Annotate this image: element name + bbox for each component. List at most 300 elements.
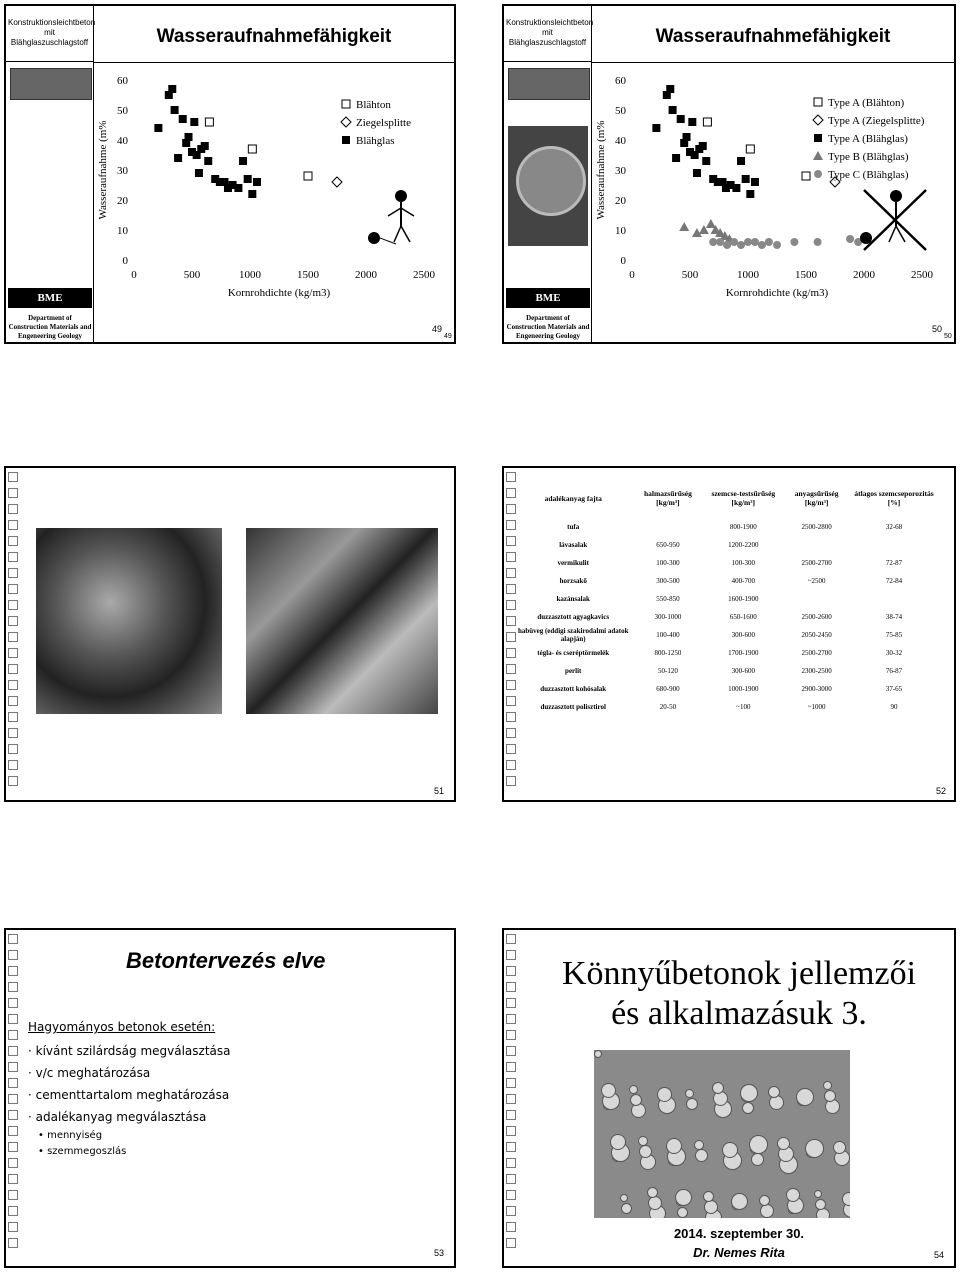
pore-bubble bbox=[638, 1136, 648, 1146]
data-point bbox=[171, 106, 179, 114]
table-cell: 2500-2700 bbox=[801, 559, 832, 567]
data-point bbox=[846, 235, 854, 243]
sem-image-left bbox=[36, 528, 222, 714]
checkbox-marker bbox=[506, 982, 516, 992]
table-cell: 2500-2700 bbox=[801, 649, 832, 657]
checkbox-marker bbox=[8, 776, 18, 786]
department-text: Department of Construction Materials and Engeneering Geology bbox=[506, 314, 590, 340]
title-line-1: Könnyűbetonok jellemzői bbox=[561, 955, 917, 992]
table-cell: kazánsalak bbox=[556, 595, 590, 603]
pore-bubble bbox=[833, 1141, 846, 1154]
bullet-text: cementtartalom meghatározása bbox=[35, 1088, 230, 1102]
y-tick-label: 10 bbox=[117, 225, 128, 237]
table-cell: 38-74 bbox=[885, 613, 903, 621]
checkbox-marker bbox=[506, 1142, 516, 1152]
table-cell: 2500-2800 bbox=[801, 523, 832, 531]
table-row bbox=[514, 590, 938, 608]
slide-54 bbox=[502, 928, 956, 1268]
checkbox-marker bbox=[8, 1238, 18, 1248]
data-point bbox=[744, 238, 752, 246]
data-point bbox=[723, 241, 731, 249]
checkbox-marker bbox=[506, 1126, 516, 1136]
checkbox-marker bbox=[8, 1110, 18, 1120]
data-point bbox=[201, 142, 209, 150]
legend-label: Ziegelsplitte bbox=[356, 117, 411, 129]
slide-subtitle: Hagyományos betonok esetén: bbox=[28, 1020, 216, 1034]
table-row bbox=[514, 518, 938, 536]
table-cell: 650-950 bbox=[656, 541, 680, 549]
page-number: 54 bbox=[934, 1250, 945, 1260]
table-cell: tégla- és cseréptörmelék bbox=[537, 649, 610, 657]
data-point bbox=[669, 106, 677, 114]
checkbox-marker bbox=[506, 1238, 516, 1248]
checkbox-marker bbox=[8, 966, 18, 976]
crossed-figure-icon bbox=[856, 186, 932, 256]
checkbox-marker bbox=[8, 568, 18, 578]
pore-bubble bbox=[647, 1187, 658, 1198]
checkbox-marker bbox=[8, 1078, 18, 1088]
checkbox-marker bbox=[8, 632, 18, 642]
pore-bubble bbox=[695, 1149, 708, 1162]
checkbox-marker bbox=[8, 696, 18, 706]
table-cell: 800-1250 bbox=[654, 649, 682, 657]
pore-bubble bbox=[621, 1203, 632, 1214]
pore-bubble bbox=[666, 1138, 682, 1154]
checkbox-marker bbox=[8, 1094, 18, 1104]
data-point bbox=[248, 145, 256, 153]
x-tick-label: 500 bbox=[681, 269, 699, 281]
page-number: 53 bbox=[434, 1248, 445, 1258]
data-point bbox=[195, 169, 203, 177]
y-tick-label: 0 bbox=[122, 255, 128, 267]
checkbox-marker bbox=[8, 536, 18, 546]
data-point bbox=[666, 85, 674, 93]
aggregate-table bbox=[514, 478, 938, 716]
pore-bubble bbox=[648, 1196, 662, 1210]
table-cell: 75-85 bbox=[885, 631, 903, 639]
x-tick-label: 1500 bbox=[795, 269, 817, 281]
data-point bbox=[677, 115, 685, 123]
legend-label: Type C (Blähglas) bbox=[828, 169, 909, 181]
data-point bbox=[802, 172, 810, 180]
data-point bbox=[683, 133, 691, 141]
checkbox-marker bbox=[8, 1142, 18, 1152]
checkbox-marker bbox=[8, 760, 18, 770]
pore-bubble bbox=[685, 1089, 694, 1098]
pore-bubble bbox=[722, 1142, 738, 1158]
pore-bubble bbox=[639, 1145, 652, 1158]
page-number: 50 bbox=[944, 333, 952, 340]
table-cell: 100-300 bbox=[656, 559, 680, 567]
x-tick-label: 1000 bbox=[737, 269, 759, 281]
foam-concrete-photo bbox=[594, 1050, 850, 1218]
table-cell: 37-65 bbox=[885, 685, 903, 693]
bme-logo: BME bbox=[506, 288, 590, 308]
data-point bbox=[234, 184, 242, 192]
data-point bbox=[248, 190, 256, 198]
table-cell: 72-84 bbox=[885, 577, 903, 585]
data-point bbox=[205, 118, 213, 126]
legend-label: Blähglas bbox=[356, 135, 395, 147]
table-cell: 100-400 bbox=[656, 631, 680, 639]
pore-bubble bbox=[657, 1087, 672, 1102]
table-cell: 650-1600 bbox=[729, 613, 757, 621]
legend-label: Type A (Blähton) bbox=[828, 97, 905, 109]
pore-bubble bbox=[814, 1190, 822, 1198]
y-tick-label: 30 bbox=[117, 165, 128, 177]
table-row bbox=[514, 608, 938, 626]
table-cell: ~1000 bbox=[807, 703, 826, 711]
table-cell: 300-600 bbox=[731, 667, 755, 675]
slide-header-text: Konstruktionsleichtbeton mit Blähglaszuschlagstoff bbox=[6, 6, 93, 62]
pore-bubble bbox=[740, 1084, 758, 1102]
data-point bbox=[699, 142, 707, 150]
presentation-date: 2014. szeptember 30. bbox=[673, 1226, 805, 1241]
data-point bbox=[679, 222, 689, 231]
pore-bubble bbox=[677, 1207, 688, 1218]
data-point bbox=[702, 157, 710, 165]
y-tick-label: 0 bbox=[620, 255, 626, 267]
cartoon-figure-icon bbox=[366, 186, 436, 256]
title-line-2: és alkalmazásuk 3. bbox=[611, 995, 867, 1032]
data-point bbox=[190, 118, 198, 126]
bullet-text: adalékanyag megválasztása bbox=[35, 1110, 207, 1124]
table-cell: tufa bbox=[567, 523, 580, 531]
slide-sidebar bbox=[6, 6, 94, 342]
table-cell: 76-87 bbox=[885, 667, 903, 675]
pore-bubble bbox=[824, 1090, 836, 1102]
x-tick-label: 1000 bbox=[239, 269, 261, 281]
legend-marker bbox=[342, 100, 350, 108]
checkbox-marker bbox=[506, 728, 516, 738]
page-number-top: 50 bbox=[932, 324, 943, 334]
checkbox-marker bbox=[8, 488, 18, 498]
table-cell: 90 bbox=[890, 703, 898, 711]
x-tick-label: 2500 bbox=[911, 269, 933, 281]
legend-marker bbox=[342, 136, 350, 144]
data-point bbox=[814, 238, 822, 246]
table-row bbox=[514, 536, 938, 554]
data-point bbox=[244, 175, 252, 183]
table-cell: perlit bbox=[565, 667, 582, 675]
table-header-cell: halmazsűrűség [kg/m³] bbox=[643, 489, 692, 507]
table-cell: habüveg (eddigi szakirodalmi adatok alapján) bbox=[517, 627, 629, 643]
checkbox-marker bbox=[8, 728, 18, 738]
pore-bubble bbox=[675, 1189, 692, 1206]
bme-logo: BME bbox=[8, 288, 92, 308]
y-tick-label: 10 bbox=[615, 225, 626, 237]
checkbox-marker bbox=[506, 1158, 516, 1168]
data-point bbox=[742, 175, 750, 183]
table-cell: 550-850 bbox=[656, 595, 680, 603]
page-number: 49 bbox=[444, 333, 452, 340]
y-tick-label: 50 bbox=[615, 105, 626, 117]
checkbox-marker bbox=[8, 1206, 18, 1216]
author-name: Dr. Nemes Rita bbox=[693, 1245, 785, 1260]
data-point bbox=[239, 157, 247, 165]
table-cell: 2900-3000 bbox=[801, 685, 832, 693]
table-cell: 1700-1900 bbox=[728, 649, 759, 657]
table-cell: 400-700 bbox=[731, 577, 755, 585]
table-cell: 2500-2600 bbox=[801, 613, 832, 621]
pore-bubble bbox=[786, 1188, 800, 1202]
table-cell: 20-50 bbox=[659, 703, 677, 711]
data-point bbox=[204, 157, 212, 165]
slide-51 bbox=[4, 466, 456, 802]
concrete-sample-photo bbox=[508, 126, 588, 246]
table-cell: 50-120 bbox=[657, 667, 678, 675]
sem-image-right bbox=[246, 528, 438, 714]
table-row bbox=[514, 626, 938, 644]
checkbox-marker bbox=[506, 1190, 516, 1200]
slide-title: Wasseraufnahmefähigkeit bbox=[156, 26, 392, 47]
data-point bbox=[688, 118, 696, 126]
table-cell bbox=[850, 590, 938, 608]
checkbox-marker bbox=[8, 950, 18, 960]
x-tick-label: 500 bbox=[183, 269, 201, 281]
data-point bbox=[185, 133, 193, 141]
table-cell: 72-87 bbox=[885, 559, 903, 567]
checkbox-marker bbox=[8, 648, 18, 658]
pore-bubble bbox=[742, 1102, 754, 1114]
pore-bubble bbox=[777, 1137, 790, 1150]
checkbox-marker bbox=[8, 616, 18, 626]
data-point bbox=[168, 85, 176, 93]
bullet-item: · adalékanyag megválasztása bbox=[28, 1110, 207, 1124]
y-tick-label: 40 bbox=[117, 135, 128, 147]
data-point bbox=[672, 154, 680, 162]
table-header-cell: szemcse-testsűrűség [kg/m³] bbox=[711, 489, 776, 507]
data-point bbox=[703, 118, 711, 126]
pore-bubble bbox=[694, 1140, 704, 1150]
pore-bubble bbox=[594, 1050, 602, 1058]
pore-bubble bbox=[703, 1191, 714, 1202]
table-row bbox=[514, 572, 938, 590]
data-point bbox=[693, 169, 701, 177]
checkbox-marker bbox=[506, 760, 516, 770]
checkbox-marker bbox=[506, 1062, 516, 1072]
slide-header-text: Konstruktionsleichtbeton mit Blähglaszuschlagstoff bbox=[504, 6, 591, 62]
data-point bbox=[751, 238, 759, 246]
pore-bubble bbox=[751, 1153, 764, 1166]
table-cell: ~2500 bbox=[807, 577, 826, 585]
legend-marker bbox=[341, 117, 351, 127]
data-point bbox=[758, 241, 766, 249]
sub-bullet-item: • szemmegoszlás bbox=[38, 1146, 127, 1157]
checkbox-marker bbox=[8, 520, 18, 530]
pore-bubble bbox=[629, 1085, 638, 1094]
pore-bubble bbox=[620, 1194, 628, 1202]
data-point bbox=[706, 219, 716, 228]
y-tick-label: 40 bbox=[615, 135, 626, 147]
data-point bbox=[332, 177, 342, 187]
checkbox-marker bbox=[506, 1046, 516, 1056]
pore-bubble bbox=[796, 1088, 814, 1106]
table-cell: lávasalak bbox=[559, 541, 588, 549]
data-point bbox=[765, 238, 773, 246]
table-cell: 300-500 bbox=[656, 577, 680, 585]
legend-label: Type A (Blähglas) bbox=[828, 133, 908, 145]
pore-bubble bbox=[610, 1134, 626, 1150]
slide-50 bbox=[502, 4, 956, 344]
checkbox-marker bbox=[8, 1046, 18, 1056]
checkbox-marker bbox=[506, 1110, 516, 1120]
checkbox-marker bbox=[8, 1190, 18, 1200]
checkbox-marker bbox=[8, 1174, 18, 1184]
checkbox-marker bbox=[8, 1030, 18, 1040]
table-row bbox=[514, 644, 938, 662]
checkbox-marker bbox=[8, 472, 18, 482]
legend-marker bbox=[814, 98, 822, 106]
table-row bbox=[514, 698, 938, 716]
checkbox-marker bbox=[8, 1158, 18, 1168]
y-tick-label: 50 bbox=[117, 105, 128, 117]
legend-marker bbox=[813, 151, 823, 160]
pore-bubble bbox=[842, 1192, 850, 1206]
checkbox-marker bbox=[506, 1174, 516, 1184]
table-cell: 100-300 bbox=[731, 559, 755, 567]
checkbox-marker bbox=[506, 998, 516, 1008]
checkbox-marker bbox=[506, 966, 516, 976]
slide-52 bbox=[502, 466, 956, 802]
product-photo bbox=[508, 68, 590, 100]
pore-bubble bbox=[805, 1139, 824, 1158]
pore-bubble bbox=[760, 1204, 774, 1218]
legend-marker bbox=[814, 170, 822, 178]
page-number-top: 49 bbox=[432, 324, 443, 334]
table-cell: 1000-1900 bbox=[728, 685, 759, 693]
checkbox-marker bbox=[506, 934, 516, 944]
checkbox-marker bbox=[506, 744, 516, 754]
legend-label: Type B (Blähglas) bbox=[828, 151, 909, 163]
table-cell: 680-900 bbox=[656, 685, 680, 693]
pore-bubble bbox=[630, 1094, 642, 1106]
x-tick-label: 0 bbox=[131, 269, 137, 281]
table-cell: 800-1900 bbox=[729, 523, 757, 531]
data-point bbox=[154, 124, 162, 132]
y-tick-label: 20 bbox=[117, 195, 128, 207]
y-axis-label: Wasseraufnahme (m% bbox=[97, 120, 109, 220]
data-point bbox=[709, 238, 717, 246]
slide-title: Wasseraufnahmefähigkeit bbox=[655, 26, 891, 47]
checkbox-marker bbox=[8, 680, 18, 690]
checkbox-marker bbox=[506, 950, 516, 960]
bullet-text: kívánt szilárdság megválasztása bbox=[35, 1044, 231, 1058]
data-point bbox=[746, 190, 754, 198]
checkbox-marker bbox=[506, 1094, 516, 1104]
checkbox-marker bbox=[8, 600, 18, 610]
checkbox-marker bbox=[8, 998, 18, 1008]
table-cell: duzzasztott agyagkavics bbox=[537, 613, 610, 621]
checkbox-marker bbox=[8, 1062, 18, 1072]
x-tick-label: 0 bbox=[629, 269, 635, 281]
sub-bullet-text: szemmegoszlás bbox=[47, 1146, 127, 1157]
x-tick-label: 1500 bbox=[297, 269, 319, 281]
table-cell: 1200-2200 bbox=[728, 541, 759, 549]
product-photo bbox=[10, 68, 92, 100]
slide-title bbox=[524, 954, 954, 1034]
table-cell bbox=[783, 590, 850, 608]
table-cell: 300-600 bbox=[731, 631, 755, 639]
table-cell bbox=[632, 518, 703, 536]
data-point bbox=[730, 238, 738, 246]
slide-sidebar bbox=[504, 6, 592, 342]
x-axis-label: Kornrohdichte (kg/m3) bbox=[227, 287, 331, 299]
checkbox-marker bbox=[8, 1014, 18, 1024]
y-tick-label: 60 bbox=[117, 75, 128, 87]
title-divider bbox=[592, 62, 954, 63]
y-tick-label: 60 bbox=[615, 75, 626, 87]
table-header-cell: adalékanyag fajta bbox=[544, 493, 602, 503]
page-number: 51 bbox=[434, 786, 445, 796]
table-cell: 2300-2500 bbox=[801, 667, 832, 675]
department-text: Department of Construction Materials and Engeneering Geology bbox=[8, 314, 92, 340]
data-point bbox=[304, 172, 312, 180]
checkbox-marker bbox=[8, 934, 18, 944]
table-header-cell: anyagsűrűség [kg/m³] bbox=[794, 489, 839, 507]
slide-title: Betontervezés elve bbox=[126, 948, 326, 973]
data-point bbox=[746, 145, 754, 153]
data-point bbox=[174, 154, 182, 162]
data-point bbox=[732, 184, 740, 192]
bullet-item: · kívánt szilárdság megválasztása bbox=[28, 1044, 231, 1058]
checkbox-marker bbox=[8, 1126, 18, 1136]
checkbox-marker bbox=[8, 982, 18, 992]
bullet-item: · cementtartalom meghatározása bbox=[28, 1088, 230, 1102]
table-cell: 2050-2450 bbox=[801, 631, 832, 639]
pore-bubble bbox=[823, 1081, 832, 1090]
checkbox-marker bbox=[506, 1014, 516, 1024]
sub-bullet-text: mennyiség bbox=[47, 1130, 103, 1141]
data-point bbox=[751, 178, 759, 186]
pore-bubble bbox=[601, 1083, 616, 1098]
data-point bbox=[716, 238, 724, 246]
checkbox-marker bbox=[8, 584, 18, 594]
pore-bubble bbox=[768, 1086, 780, 1098]
table-cell bbox=[850, 536, 938, 554]
data-point bbox=[790, 238, 798, 246]
checkbox-marker bbox=[506, 1030, 516, 1040]
bullet-item: · v/c meghatározása bbox=[28, 1066, 151, 1080]
table-cell: 1600-1900 bbox=[728, 595, 759, 603]
checkbox-marker bbox=[8, 664, 18, 674]
title-divider bbox=[94, 62, 454, 63]
checkbox-marker bbox=[8, 1222, 18, 1232]
y-axis-label: Wasseraufnahme (m% bbox=[595, 120, 607, 220]
y-tick-label: 30 bbox=[615, 165, 626, 177]
legend-marker bbox=[813, 115, 823, 125]
x-tick-label: 2000 bbox=[355, 269, 377, 281]
bullet-text: v/c meghatározása bbox=[35, 1066, 151, 1080]
table-cell: horzsakő bbox=[559, 577, 587, 585]
table-cell: 30-32 bbox=[885, 649, 903, 657]
checkbox-marker bbox=[8, 504, 18, 514]
pore-bubble bbox=[686, 1098, 698, 1110]
y-tick-label: 20 bbox=[615, 195, 626, 207]
table-row bbox=[514, 680, 938, 698]
table-cell: 300-1000 bbox=[654, 613, 682, 621]
pore-bubble bbox=[815, 1199, 826, 1210]
sub-bullet-item: • mennyiség bbox=[38, 1130, 103, 1141]
table-cell: duzzasztott polisztirol bbox=[540, 703, 606, 711]
table-row bbox=[514, 662, 938, 680]
x-tick-label: 2000 bbox=[853, 269, 875, 281]
data-point bbox=[773, 241, 781, 249]
slide-49 bbox=[4, 4, 456, 344]
data-point bbox=[179, 115, 187, 123]
table-cell: ~100 bbox=[736, 703, 751, 711]
checkbox-marker bbox=[506, 776, 516, 786]
